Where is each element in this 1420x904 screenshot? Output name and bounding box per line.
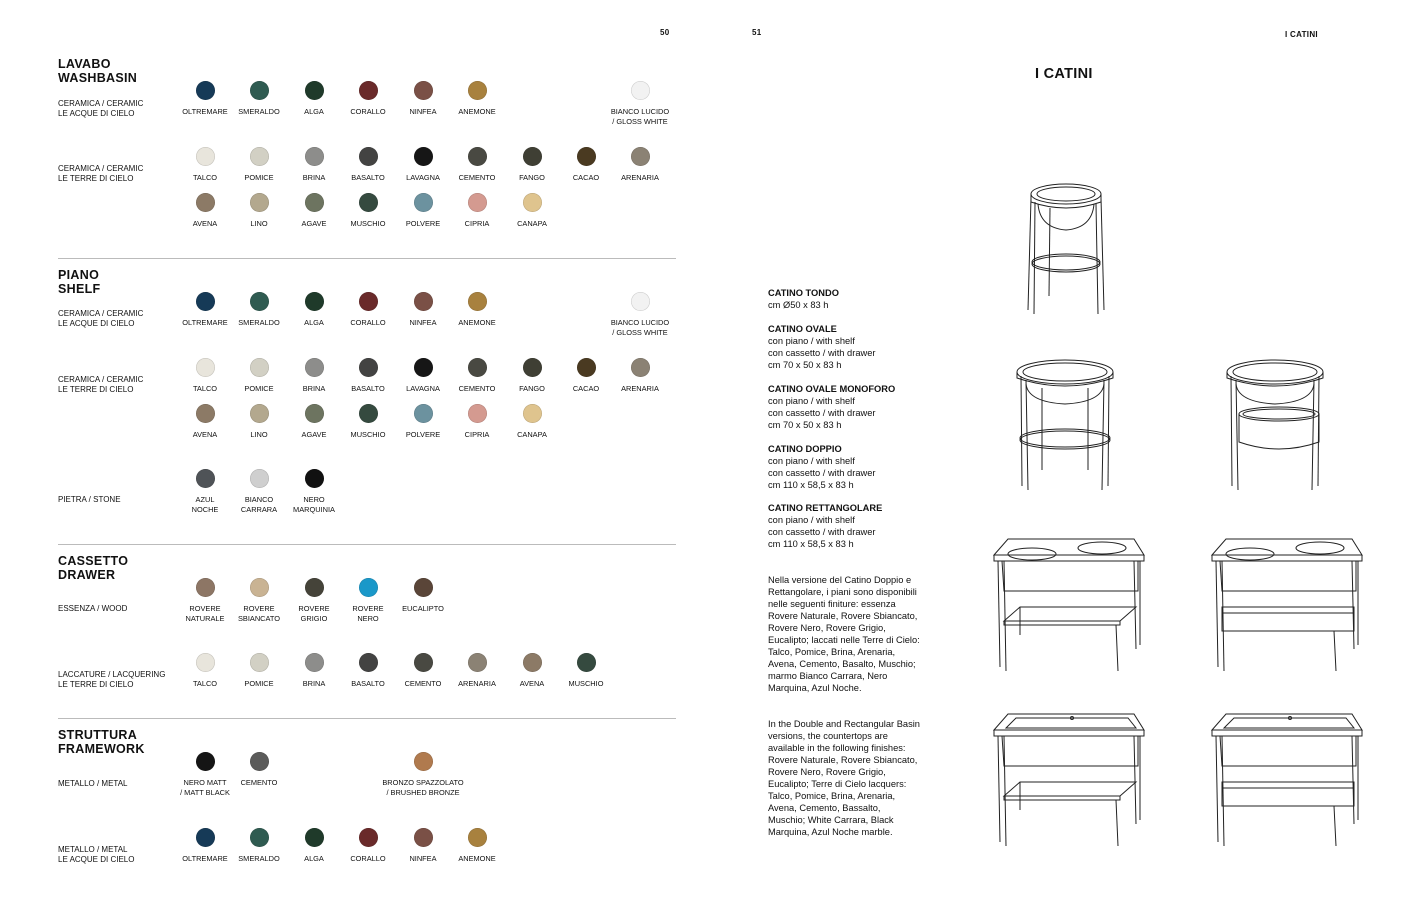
swatch-color-dot bbox=[196, 358, 215, 377]
swatch-label: ANEMONE bbox=[458, 107, 496, 116]
color-swatch bbox=[432, 292, 522, 328]
section-divider bbox=[58, 258, 676, 259]
product-spec bbox=[768, 502, 882, 550]
swatch-color-dot bbox=[305, 358, 324, 377]
finishes-note-italian: Nella versione del Catino Doppio e Rettangolare, i piani sono disponibili nelle seguenti finiture: essenza Rovere Naturale, Rovere Sbiancato, Rovere Nero, Rovere Grigio, Eucalipto; laccati nelle Terre di Cielo: Talco, Pomice, Brina, Arenaria, Avena, Cemento, Basalto, Muschio; marmo Bianco Carrara, Nero Marquina, Azul Noche. bbox=[768, 575, 920, 693]
swatch-color-dot bbox=[414, 752, 433, 771]
section-divider bbox=[58, 544, 676, 545]
swatch-label: FANGO bbox=[519, 173, 545, 182]
catino-ovale-drawing bbox=[1012, 358, 1118, 492]
swatch-color-dot bbox=[196, 292, 215, 311]
section-title-shelf: PIANO SHELF bbox=[58, 268, 101, 296]
swatch-label: LINO bbox=[250, 219, 268, 228]
product-spec bbox=[768, 443, 875, 491]
swatch-color-dot bbox=[631, 81, 650, 100]
row-label: CERAMICA / CERAMIC LE TERRE DI CIELO bbox=[58, 375, 144, 394]
product-detail: con piano / with shelf bbox=[768, 336, 855, 346]
swatch-label: POLVERE bbox=[405, 219, 441, 228]
swatch-label: BRINA bbox=[302, 679, 326, 688]
product-spec bbox=[768, 383, 895, 431]
swatch-label: OLTREMARE bbox=[182, 854, 228, 863]
swatch-color-dot bbox=[196, 828, 215, 847]
swatch-color-dot bbox=[631, 147, 650, 166]
swatch-color-dot bbox=[305, 404, 324, 423]
running-header: I CATINI bbox=[1285, 30, 1318, 39]
swatch-label: SMERALDO bbox=[238, 854, 280, 863]
color-swatch bbox=[378, 578, 468, 614]
swatch-color-dot bbox=[196, 404, 215, 423]
swatch-color-dot bbox=[250, 193, 269, 212]
product-detail: cm Ø50 x 83 h bbox=[768, 300, 829, 310]
color-swatch bbox=[214, 752, 304, 788]
swatch-color-dot bbox=[250, 147, 269, 166]
finishes-note-english: In the Double and Rectangular Basin versions, the countertops are available in the following finishes: Rovere Naturale, Rovere Sbiancato, Rovere Nero, Rovere Grigio, Eucalipto; Terre di Cielo lacquers: Talco, Pomice, Brina, Arenaria, Avena, Cemento, Bassalto, Muschio; White Carrara, Black Marquina, Azul Noche marble. bbox=[768, 719, 920, 837]
swatch-color-dot bbox=[631, 292, 650, 311]
swatch-label: EUCALIPTO bbox=[402, 604, 444, 613]
swatch-color-dot bbox=[305, 193, 324, 212]
product-detail: con piano / with shelf bbox=[768, 515, 855, 525]
swatch-color-dot bbox=[359, 81, 378, 100]
swatch-label: ROVERE GRIGIO bbox=[298, 604, 330, 623]
swatch-label: NERO MARQUINIA bbox=[293, 495, 335, 514]
catino-tondo-drawing bbox=[1022, 180, 1112, 316]
swatch-color-dot bbox=[359, 828, 378, 847]
product-detail: cm 110 x 58,5 x 83 h bbox=[768, 539, 854, 549]
swatch-color-dot bbox=[250, 828, 269, 847]
product-name: CATINO OVALE MONOFORO bbox=[768, 384, 896, 394]
swatch-label: BIANCO LUCIDO / GLOSS WHITE bbox=[610, 318, 670, 337]
section-title-drawer: CASSETTO DRAWER bbox=[58, 554, 129, 582]
swatch-label: CEMENTO bbox=[404, 679, 442, 688]
product-spec bbox=[768, 323, 875, 371]
swatch-label: CIPRIA bbox=[464, 430, 490, 439]
swatch-label: SMERALDO bbox=[238, 318, 280, 327]
swatch-color-dot bbox=[577, 653, 596, 672]
color-swatch bbox=[541, 653, 631, 689]
page-title: I CATINI bbox=[1035, 66, 1093, 82]
catino-doppio-shelf-drawing bbox=[990, 535, 1148, 673]
catino-rettangolare-drawer-drawing bbox=[1208, 710, 1366, 848]
swatch-label: BRINA bbox=[302, 173, 326, 182]
swatch-color-dot bbox=[359, 404, 378, 423]
swatch-label: BRONZO SPAZZOLATO / BRUSHED BRONZE bbox=[382, 778, 464, 797]
swatch-label: AGAVE bbox=[301, 219, 327, 228]
swatch-label: CORALLO bbox=[350, 854, 386, 863]
swatch-color-dot bbox=[359, 578, 378, 597]
swatch-color-dot bbox=[250, 469, 269, 488]
swatch-label: CIPRIA bbox=[464, 219, 490, 228]
swatch-label: AVENA bbox=[192, 219, 218, 228]
page-number-right: 51 bbox=[752, 28, 762, 37]
swatch-label: OLTREMARE bbox=[182, 318, 228, 327]
product-detail: con cassetto / with drawer bbox=[768, 408, 876, 418]
row-label: LACCATURE / LACQUERING LE TERRE DI CIELO bbox=[58, 670, 166, 689]
swatch-label: ALGA bbox=[304, 318, 324, 327]
swatch-label: BASALTO bbox=[351, 384, 385, 393]
swatch-label: AVENA bbox=[519, 679, 545, 688]
color-swatch bbox=[269, 469, 359, 514]
row-label: METALLO / METAL bbox=[58, 779, 128, 788]
swatch-color-dot bbox=[523, 193, 542, 212]
swatch-label: LAVAGNA bbox=[406, 173, 440, 182]
color-swatch bbox=[432, 81, 522, 117]
row-label: ESSENZA / WOOD bbox=[58, 604, 128, 613]
catino-doppio-drawer-drawing bbox=[1208, 535, 1366, 673]
color-swatch bbox=[595, 358, 685, 394]
color-swatch bbox=[487, 193, 577, 229]
swatch-color-dot bbox=[414, 292, 433, 311]
color-swatch bbox=[378, 752, 468, 797]
swatch-label: MUSCHIO bbox=[350, 430, 386, 439]
swatch-color-dot bbox=[414, 193, 433, 212]
swatch-label: NINFEA bbox=[409, 318, 437, 327]
swatch-color-dot bbox=[523, 147, 542, 166]
swatch-label: AGAVE bbox=[301, 430, 327, 439]
product-detail: cm 70 x 50 x 83 h bbox=[768, 360, 842, 370]
swatch-color-dot bbox=[523, 653, 542, 672]
catino-ovale-monoforo-drawing bbox=[1222, 358, 1328, 492]
swatch-color-dot bbox=[196, 578, 215, 597]
swatch-label: ARENARIA bbox=[621, 173, 659, 182]
color-swatch bbox=[595, 147, 685, 183]
swatch-color-dot bbox=[631, 358, 650, 377]
section-title-framework: STRUTTURA FRAMEWORK bbox=[58, 728, 145, 756]
product-detail: cm 70 x 50 x 83 h bbox=[768, 420, 842, 430]
product-name: CATINO RETTANGOLARE bbox=[768, 503, 883, 513]
row-label: CERAMICA / CERAMIC LE ACQUE DI CIELO bbox=[58, 99, 144, 118]
swatch-label: NINFEA bbox=[409, 854, 437, 863]
swatch-label: ROVERE SBIANCATO bbox=[237, 604, 281, 623]
color-swatch bbox=[432, 828, 522, 864]
product-spec bbox=[768, 287, 839, 311]
swatch-color-dot bbox=[414, 653, 433, 672]
swatch-color-dot bbox=[414, 81, 433, 100]
swatch-color-dot bbox=[250, 653, 269, 672]
swatch-label: OLTREMARE bbox=[182, 107, 228, 116]
swatch-label: NERO MATT / MATT BLACK bbox=[180, 778, 230, 797]
swatch-label: ALGA bbox=[304, 854, 324, 863]
swatch-label: SMERALDO bbox=[238, 107, 280, 116]
swatch-label: ARENARIA bbox=[621, 384, 659, 393]
swatch-color-dot bbox=[305, 578, 324, 597]
section-divider bbox=[58, 718, 676, 719]
swatch-color-dot bbox=[577, 147, 596, 166]
swatch-color-dot bbox=[577, 358, 596, 377]
swatch-color-dot bbox=[414, 828, 433, 847]
swatch-color-dot bbox=[305, 469, 324, 488]
swatch-color-dot bbox=[359, 653, 378, 672]
color-swatch bbox=[595, 292, 685, 337]
swatch-color-dot bbox=[468, 193, 487, 212]
swatch-label: CEMENTO bbox=[458, 173, 496, 182]
swatch-color-dot bbox=[196, 193, 215, 212]
swatch-label: LAVAGNA bbox=[406, 384, 440, 393]
swatch-color-dot bbox=[305, 81, 324, 100]
swatch-color-dot bbox=[305, 292, 324, 311]
swatch-label: BASALTO bbox=[351, 173, 385, 182]
swatch-label: NINFEA bbox=[409, 107, 437, 116]
swatch-label: CEMENTO bbox=[240, 778, 278, 787]
color-swatch bbox=[595, 81, 685, 126]
swatch-label: BIANCO LUCIDO / GLOSS WHITE bbox=[610, 107, 670, 126]
swatch-color-dot bbox=[414, 358, 433, 377]
swatch-color-dot bbox=[250, 81, 269, 100]
swatch-label: CORALLO bbox=[350, 107, 386, 116]
swatch-color-dot bbox=[468, 147, 487, 166]
swatch-color-dot bbox=[468, 292, 487, 311]
product-name: CATINO OVALE bbox=[768, 324, 837, 334]
swatch-color-dot bbox=[305, 147, 324, 166]
swatch-color-dot bbox=[305, 828, 324, 847]
swatch-color-dot bbox=[359, 358, 378, 377]
swatch-color-dot bbox=[523, 404, 542, 423]
swatch-label: CACAO bbox=[572, 173, 600, 182]
swatch-color-dot bbox=[359, 147, 378, 166]
product-detail: con piano / with shelf bbox=[768, 396, 855, 406]
swatch-label: ALGA bbox=[304, 107, 324, 116]
swatch-label: TALCO bbox=[192, 173, 218, 182]
swatch-color-dot bbox=[523, 358, 542, 377]
swatch-label: CORALLO bbox=[350, 318, 386, 327]
swatch-color-dot bbox=[468, 828, 487, 847]
swatch-label: ROVERE NERO bbox=[352, 604, 384, 623]
swatch-color-dot bbox=[359, 193, 378, 212]
swatch-label: TALCO bbox=[192, 679, 218, 688]
swatch-label: BASALTO bbox=[351, 679, 385, 688]
swatch-label: ARENARIA bbox=[458, 679, 496, 688]
swatch-label: CACAO bbox=[572, 384, 600, 393]
swatch-label: CEMENTO bbox=[458, 384, 496, 393]
row-label: CERAMICA / CERAMIC LE TERRE DI CIELO bbox=[58, 164, 144, 183]
product-detail: con cassetto / with drawer bbox=[768, 527, 876, 537]
product-detail: cm 110 x 58,5 x 83 h bbox=[768, 480, 854, 490]
swatch-color-dot bbox=[250, 404, 269, 423]
catino-rettangolare-shelf-drawing bbox=[990, 710, 1148, 848]
swatch-label: POMICE bbox=[244, 173, 274, 182]
swatch-label: MUSCHIO bbox=[568, 679, 604, 688]
product-detail: con piano / with shelf bbox=[768, 456, 855, 466]
swatch-color-dot bbox=[196, 653, 215, 672]
swatch-label: POMICE bbox=[244, 679, 274, 688]
swatch-color-dot bbox=[250, 292, 269, 311]
row-label: PIETRA / STONE bbox=[58, 495, 121, 504]
swatch-label: AVENA bbox=[192, 430, 218, 439]
swatch-label: POMICE bbox=[244, 384, 274, 393]
swatch-label: POLVERE bbox=[405, 430, 441, 439]
swatch-label: ANEMONE bbox=[458, 854, 496, 863]
swatch-label: BIANCO CARRARA bbox=[240, 495, 278, 514]
swatch-color-dot bbox=[468, 404, 487, 423]
product-detail: con cassetto / with drawer bbox=[768, 468, 876, 478]
swatch-color-dot bbox=[250, 358, 269, 377]
product-detail: con cassetto / with drawer bbox=[768, 348, 876, 358]
swatch-color-dot bbox=[196, 469, 215, 488]
swatch-label: ANEMONE bbox=[458, 318, 496, 327]
swatch-color-dot bbox=[414, 578, 433, 597]
swatch-color-dot bbox=[414, 147, 433, 166]
swatch-color-dot bbox=[196, 81, 215, 100]
color-swatch bbox=[487, 404, 577, 440]
swatch-color-dot bbox=[468, 358, 487, 377]
page-number-left: 50 bbox=[660, 28, 670, 37]
row-label: CERAMICA / CERAMIC LE ACQUE DI CIELO bbox=[58, 309, 144, 328]
swatch-label: MUSCHIO bbox=[350, 219, 386, 228]
swatch-color-dot bbox=[414, 404, 433, 423]
swatch-color-dot bbox=[196, 752, 215, 771]
swatch-label: BRINA bbox=[302, 384, 326, 393]
section-title-washbasin: LAVABO WASHBASIN bbox=[58, 57, 138, 85]
swatch-color-dot bbox=[468, 81, 487, 100]
swatch-label: TALCO bbox=[192, 384, 218, 393]
swatch-label: CANAPA bbox=[517, 219, 547, 228]
swatch-color-dot bbox=[250, 578, 269, 597]
swatch-color-dot bbox=[305, 653, 324, 672]
swatch-color-dot bbox=[250, 752, 269, 771]
swatch-color-dot bbox=[359, 292, 378, 311]
swatch-label: LINO bbox=[250, 430, 268, 439]
swatch-color-dot bbox=[468, 653, 487, 672]
swatch-label: AZUL NOCHE bbox=[191, 495, 219, 514]
swatch-label: FANGO bbox=[519, 384, 545, 393]
row-label: METALLO / METAL LE ACQUE DI CIELO bbox=[58, 845, 135, 864]
swatch-label: CANAPA bbox=[517, 430, 547, 439]
swatch-color-dot bbox=[196, 147, 215, 166]
product-name: CATINO TONDO bbox=[768, 288, 839, 298]
swatch-label: ROVERE NATURALE bbox=[185, 604, 225, 623]
product-name: CATINO DOPPIO bbox=[768, 444, 842, 454]
